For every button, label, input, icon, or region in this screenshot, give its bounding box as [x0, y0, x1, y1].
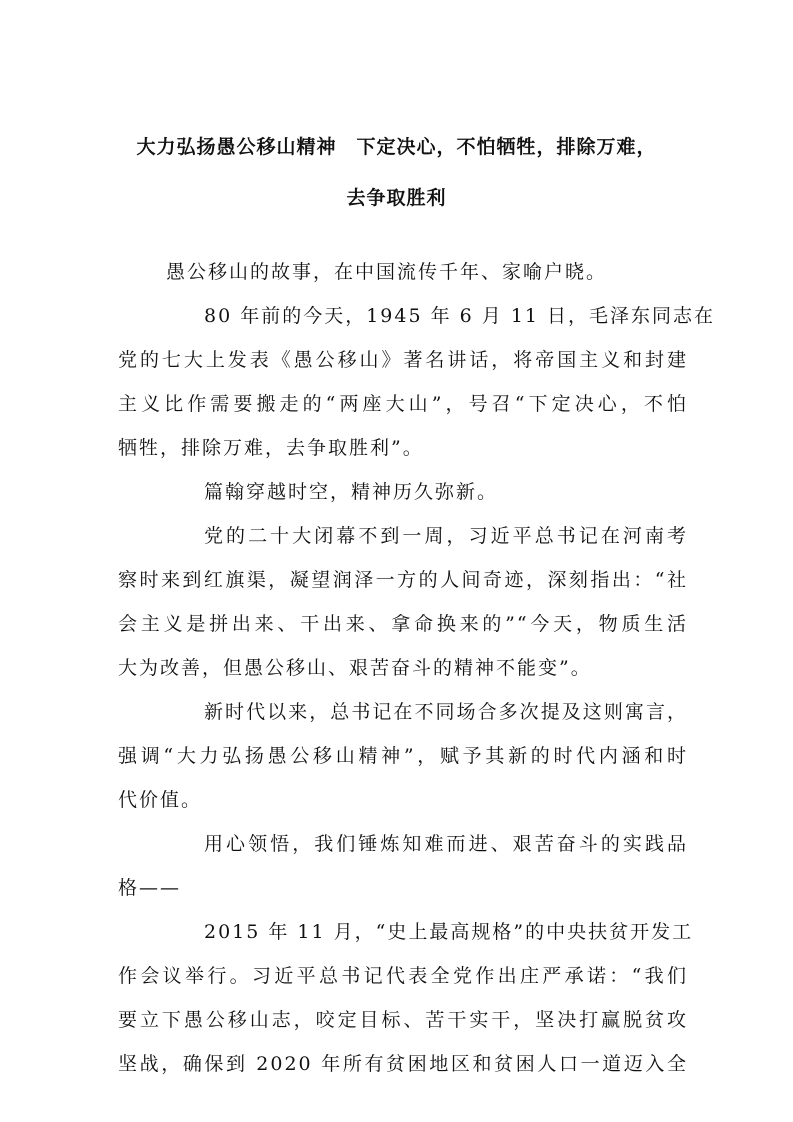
paragraph-line: 察时来到红旗渠，凝望润泽一方的人间奇迹，深刻指出：“社 — [118, 569, 688, 591]
paragraph-line: 大为改善，但愚公移山、艰苦奋斗的精神不能变”。 — [118, 657, 592, 679]
paragraph-line: 篇翰穿越时空，精神历久弥新。 — [204, 481, 499, 503]
document-title-line-1: 大力弘扬愚公移山精神 下定决心，不怕牺牲，排除万难， — [136, 136, 657, 158]
paragraph-line: 会主义是拼出来、干出来、拿命换来的”“今天，物质生活 — [118, 613, 688, 635]
paragraph-line: 主义比作需要搬走的“两座大山”，号召“下定决心，不怕 — [118, 393, 688, 415]
paragraph-line: 代价值。 — [118, 789, 203, 811]
paragraph-line: 愚公移山的故事，在中国流传千年、家喻户晓。 — [166, 261, 608, 283]
paragraph-line: 党的七大上发表《愚公移山》著名讲话，将帝国主义和封建 — [118, 349, 688, 371]
paragraph-line: 作会议举行。习近平总书记代表全党作出庄严承诺：“我们 — [118, 965, 688, 987]
document-title-line-2: 去争取胜利 — [346, 187, 447, 209]
paragraph-line: 新时代以来，总书记在不同场合多次提及这则寓言， — [204, 701, 688, 723]
paragraph-line: 2015 年 11 月，“史上最高规格”的中央扶贫开发工 — [204, 921, 694, 943]
paragraph-line: 牺牲，排除万难，去争取胜利”。 — [118, 437, 424, 459]
paragraph-line: 要立下愚公移山志，咬定目标、苦干实干，坚决打赢脱贫攻 — [118, 1009, 688, 1031]
document-body — [118, 250, 716, 1086]
paragraph-line: 格—— — [118, 877, 182, 899]
paragraph-line: 坚战，确保到 2020 年所有贫困地区和贫困人口一道迈入全 — [118, 1053, 688, 1075]
paragraph-line: 用心领悟，我们锤炼知难而进、艰苦奋斗的实践品 — [204, 833, 688, 855]
paragraph-line: 强调“大力弘扬愚公移山精神”，赋予其新的时代内涵和时 — [118, 745, 688, 767]
paragraph-line: 80 年前的今天，1945 年 6 月 11 日，毛泽东同志在 — [204, 305, 716, 327]
paragraph-line: 党的二十大闭幕不到一周，习近平总书记在河南考 — [204, 525, 688, 547]
